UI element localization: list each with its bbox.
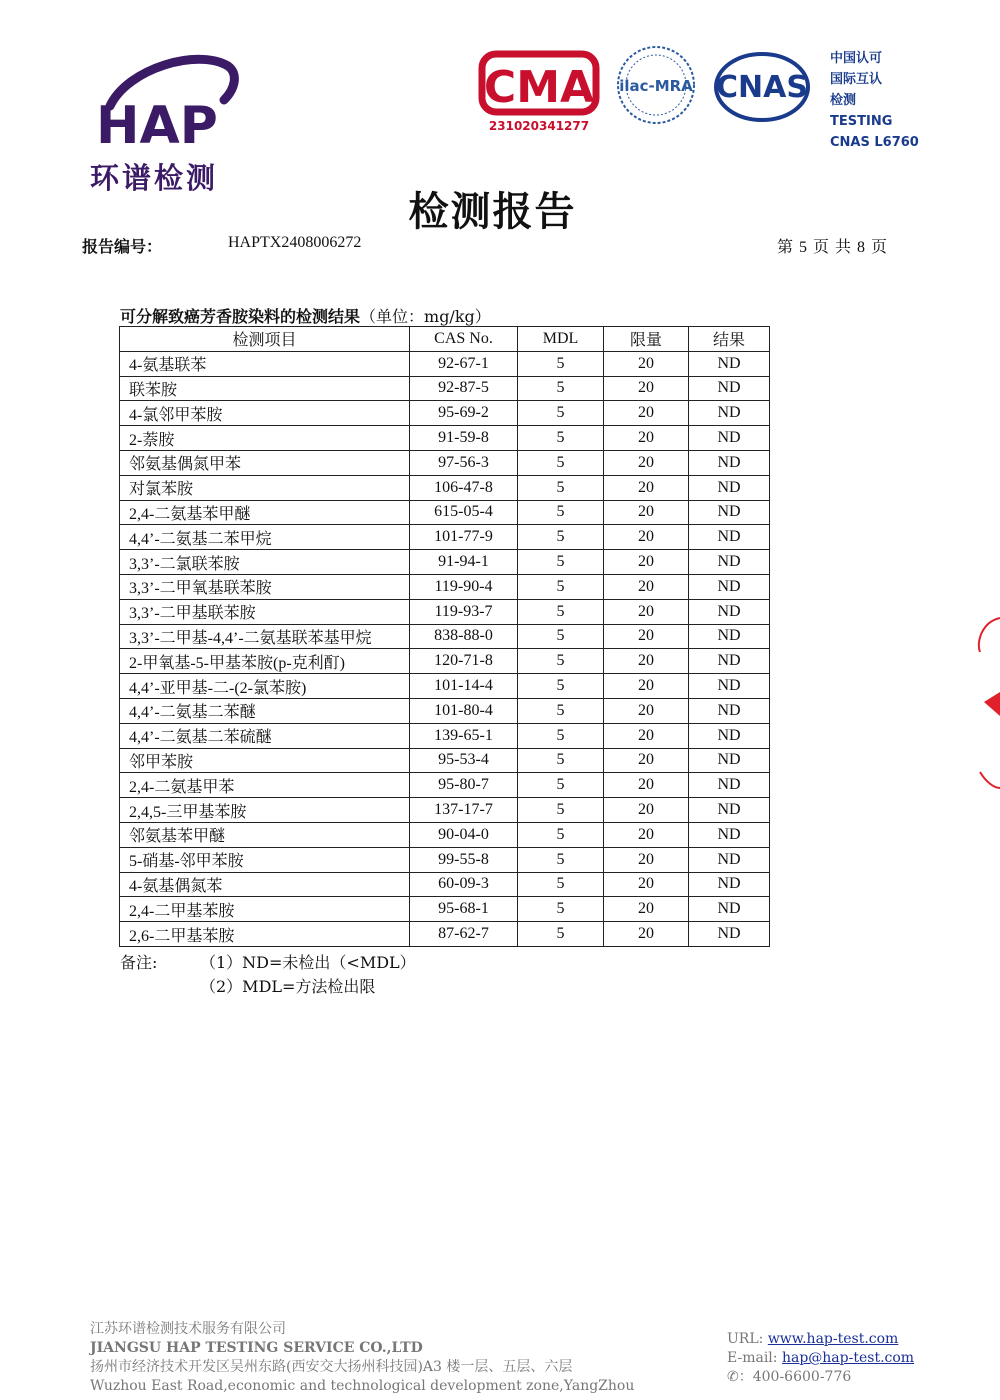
cell-result: ND	[689, 351, 770, 376]
cell-result: ND	[689, 798, 770, 823]
cell-limit: 20	[604, 773, 689, 798]
cell-item: 4,4’-亚甲基-二-(2-氯苯胺)	[120, 674, 410, 699]
cell-item: 4,4’-二氨基二苯甲烷	[120, 525, 410, 550]
accreditation-line: CNAS L6760	[830, 135, 919, 150]
cell-cas: 95-68-1	[410, 897, 518, 922]
accreditation-line: 检测	[830, 93, 857, 108]
cell-mdl: 5	[518, 698, 604, 723]
cell-result: ND	[689, 773, 770, 798]
cell-limit: 20	[604, 847, 689, 872]
svg-text:ilac-MRA: ilac-MRA	[619, 77, 693, 95]
cell-item: 3,3’-二甲基联苯胺	[120, 599, 410, 624]
column-header-item: 检测项目	[120, 327, 410, 352]
cell-mdl: 5	[518, 574, 604, 599]
cell-limit: 20	[604, 376, 689, 401]
cell-result: ND	[689, 698, 770, 723]
table-row	[120, 649, 770, 674]
cell-cas: 91-94-1	[410, 550, 518, 575]
cell-cas: 615-05-4	[410, 500, 518, 525]
cell-item: 4,4’-二氨基二苯醚	[120, 698, 410, 723]
cell-limit: 20	[604, 798, 689, 823]
table-row	[120, 624, 770, 649]
cell-cas: 120-71-8	[410, 649, 518, 674]
table-row	[120, 426, 770, 451]
table-row	[120, 500, 770, 525]
cell-item: 联苯胺	[120, 376, 410, 401]
cell-cas: 97-56-3	[410, 450, 518, 475]
cell-result: ND	[689, 525, 770, 550]
cell-result: ND	[689, 922, 770, 947]
cell-item: 2,4-二甲基苯胺	[120, 897, 410, 922]
cell-limit: 20	[604, 401, 689, 426]
table-row	[120, 723, 770, 748]
table-row	[120, 599, 770, 624]
table-row	[120, 698, 770, 723]
cell-mdl: 5	[518, 748, 604, 773]
cell-mdl: 5	[518, 426, 604, 451]
cell-cas: 99-55-8	[410, 847, 518, 872]
cell-cas: 838-88-0	[410, 624, 518, 649]
cell-mdl: 5	[518, 847, 604, 872]
cell-cas: 95-69-2	[410, 401, 518, 426]
cell-mdl: 5	[518, 624, 604, 649]
table-row	[120, 550, 770, 575]
cell-cas: 119-93-7	[410, 599, 518, 624]
accreditation-line: 中国认可	[830, 51, 883, 66]
phone-number: ：400-6600-776	[738, 1369, 852, 1385]
cell-mdl: 5	[518, 723, 604, 748]
cell-cas: 90-04-0	[410, 822, 518, 847]
cell-mdl: 5	[518, 450, 604, 475]
report-number-value: HAPTX2408006272	[228, 234, 362, 251]
cell-item: 5-硝基-邻甲苯胺	[120, 847, 410, 872]
cell-result: ND	[689, 723, 770, 748]
table-row	[120, 897, 770, 922]
table-caption-title: 可分解致癌芳香胺染料的检测结果	[120, 307, 361, 326]
cell-limit: 20	[604, 748, 689, 773]
cell-result: ND	[689, 649, 770, 674]
cell-mdl: 5	[518, 525, 604, 550]
cell-limit: 20	[604, 450, 689, 475]
cell-item: 4,4’-二氨基二苯硫醚	[120, 723, 410, 748]
cell-item: 邻氨基偶氮甲苯	[120, 450, 410, 475]
table-row	[120, 401, 770, 426]
cell-result: ND	[689, 872, 770, 897]
cell-mdl: 5	[518, 897, 604, 922]
cell-cas: 101-77-9	[410, 525, 518, 550]
cell-result: ND	[689, 450, 770, 475]
cell-mdl: 5	[518, 773, 604, 798]
cell-mdl: 5	[518, 500, 604, 525]
note-line: （1）ND=未检出（<MDL）	[200, 953, 416, 972]
address-en: Wuzhou East Road,economic and technological development zone,YangZhou	[90, 1378, 635, 1394]
table-row	[120, 525, 770, 550]
table-caption	[120, 304, 491, 327]
cell-mdl: 5	[518, 872, 604, 897]
table-row	[120, 798, 770, 823]
cell-limit: 20	[604, 872, 689, 897]
cell-item: 2-萘胺	[120, 426, 410, 451]
cell-cas: 92-87-5	[410, 376, 518, 401]
cell-result: ND	[689, 674, 770, 699]
cell-item: 4-氨基偶氮苯	[120, 872, 410, 897]
cell-mdl: 5	[518, 550, 604, 575]
partial-stamp	[972, 612, 1000, 792]
cell-cas: 119-90-4	[410, 574, 518, 599]
cell-item: 2-甲氧基-5-甲基苯胺(p-克利酊)	[120, 649, 410, 674]
column-header-result: 结果	[689, 327, 770, 352]
cell-limit: 20	[604, 674, 689, 699]
cell-limit: 20	[604, 897, 689, 922]
footer-company-info	[90, 1320, 634, 1396]
cell-item: 邻氨基苯甲醚	[120, 822, 410, 847]
ilac-mra-logo	[612, 42, 700, 128]
page-info: 第 5 页 共 8 页	[777, 239, 889, 256]
cell-item: 4-氨基联苯	[120, 351, 410, 376]
cnas-logo	[712, 50, 812, 124]
accreditation-text	[830, 48, 919, 153]
cell-item: 2,4-二氨基甲苯	[120, 773, 410, 798]
results-table	[119, 326, 770, 947]
cell-mdl: 5	[518, 922, 604, 947]
column-header-limit: 限量	[604, 327, 689, 352]
website-link[interactable]: www.hap-test.com	[767, 1331, 899, 1347]
table-row	[120, 351, 770, 376]
cell-limit: 20	[604, 698, 689, 723]
table-row	[120, 450, 770, 475]
cell-cas: 101-80-4	[410, 698, 518, 723]
cell-result: ND	[689, 822, 770, 847]
cell-result: ND	[689, 376, 770, 401]
address-cn: 扬州市经济技术开发区吴州东路(西安交大扬州科技园)A3 楼一层、五层、六层	[90, 1359, 573, 1375]
cell-limit: 20	[604, 822, 689, 847]
cell-mdl: 5	[518, 376, 604, 401]
cell-item: 2,4,5-三甲基苯胺	[120, 798, 410, 823]
cell-cas: 101-14-4	[410, 674, 518, 699]
cell-limit: 20	[604, 624, 689, 649]
url-label: URL:	[727, 1331, 764, 1347]
cell-limit: 20	[604, 649, 689, 674]
table-row	[120, 475, 770, 500]
report-number-label: 报告编号：	[82, 237, 163, 256]
cell-result: ND	[689, 748, 770, 773]
cell-result: ND	[689, 847, 770, 872]
cell-mdl: 5	[518, 822, 604, 847]
table-caption-unit: （单位：mg/kg）	[360, 307, 491, 326]
cell-cas: 87-62-7	[410, 922, 518, 947]
cell-result: ND	[689, 401, 770, 426]
page-title: 检测报告	[408, 189, 577, 235]
cell-mdl: 5	[518, 351, 604, 376]
cell-result: ND	[689, 500, 770, 525]
cell-limit: 20	[604, 723, 689, 748]
notes-label: 备注:	[120, 953, 158, 972]
company-name-cn: 江苏环谱检测技术服务有限公司	[90, 1321, 286, 1337]
email-label: E-mail:	[727, 1350, 778, 1366]
cell-result: ND	[689, 475, 770, 500]
cell-cas: 92-67-1	[410, 351, 518, 376]
cell-limit: 20	[604, 599, 689, 624]
cell-result: ND	[689, 550, 770, 575]
table-row	[120, 773, 770, 798]
cell-item: 3,3’-二甲氧基联苯胺	[120, 574, 410, 599]
cell-limit: 20	[604, 922, 689, 947]
footer-contact-info	[727, 1330, 914, 1387]
note-line: （2）MDL=方法检出限	[200, 977, 376, 996]
phone-icon: ✆	[727, 1369, 739, 1385]
cell-mdl: 5	[518, 401, 604, 426]
cell-cas: 95-80-7	[410, 773, 518, 798]
cell-mdl: 5	[518, 599, 604, 624]
email-link[interactable]: hap@hap-test.com	[781, 1350, 915, 1366]
cell-result: ND	[689, 574, 770, 599]
cell-mdl: 5	[518, 475, 604, 500]
results-table-body	[120, 351, 770, 946]
cell-result: ND	[689, 624, 770, 649]
cma-logo	[478, 50, 600, 136]
cell-limit: 20	[604, 351, 689, 376]
cell-limit: 20	[604, 574, 689, 599]
svg-text:CMA: CMA	[483, 62, 595, 113]
accreditation-line: TESTING	[830, 114, 893, 129]
svg-text:231020341277: 231020341277	[488, 119, 590, 133]
table-row	[120, 376, 770, 401]
cell-item: 4-氯邻甲苯胺	[120, 401, 410, 426]
cell-mdl: 5	[518, 798, 604, 823]
table-header-row	[120, 327, 770, 352]
cell-limit: 20	[604, 525, 689, 550]
cell-result: ND	[689, 426, 770, 451]
cell-item: 2,4-二氨基苯甲醚	[120, 500, 410, 525]
cell-result: ND	[689, 599, 770, 624]
cell-item: 邻甲苯胺	[120, 748, 410, 773]
table-row	[120, 574, 770, 599]
hap-logo-subtitle: 环谱检测	[90, 161, 219, 195]
cell-item: 对氯苯胺	[120, 475, 410, 500]
company-name-en: JIANGSU HAP TESTING SERVICE CO.,LTD	[90, 1340, 423, 1356]
table-row	[120, 674, 770, 699]
cell-item: 3,3’-二氯联苯胺	[120, 550, 410, 575]
cell-cas: 106-47-8	[410, 475, 518, 500]
cell-mdl: 5	[518, 649, 604, 674]
table-row	[120, 872, 770, 897]
table-row	[120, 822, 770, 847]
cell-cas: 91-59-8	[410, 426, 518, 451]
cell-cas: 60-09-3	[410, 872, 518, 897]
svg-text:CNAS: CNAS	[716, 70, 808, 105]
cell-limit: 20	[604, 550, 689, 575]
cell-result: ND	[689, 897, 770, 922]
svg-text:HAP: HAP	[96, 96, 218, 156]
table-row	[120, 847, 770, 872]
cell-limit: 20	[604, 426, 689, 451]
column-header-cas: CAS No.	[410, 327, 518, 352]
table-row	[120, 748, 770, 773]
cell-item: 2,6-二甲基苯胺	[120, 922, 410, 947]
accreditation-line: 国际互认	[830, 72, 883, 87]
cell-cas: 139-65-1	[410, 723, 518, 748]
cell-cas: 137-17-7	[410, 798, 518, 823]
cell-limit: 20	[604, 475, 689, 500]
cell-limit: 20	[604, 500, 689, 525]
column-header-mdl: MDL	[518, 327, 604, 352]
cell-item: 3,3’-二甲基-4,4’-二氨基联苯基甲烷	[120, 624, 410, 649]
cell-mdl: 5	[518, 674, 604, 699]
table-row	[120, 922, 770, 947]
cell-cas: 95-53-4	[410, 748, 518, 773]
